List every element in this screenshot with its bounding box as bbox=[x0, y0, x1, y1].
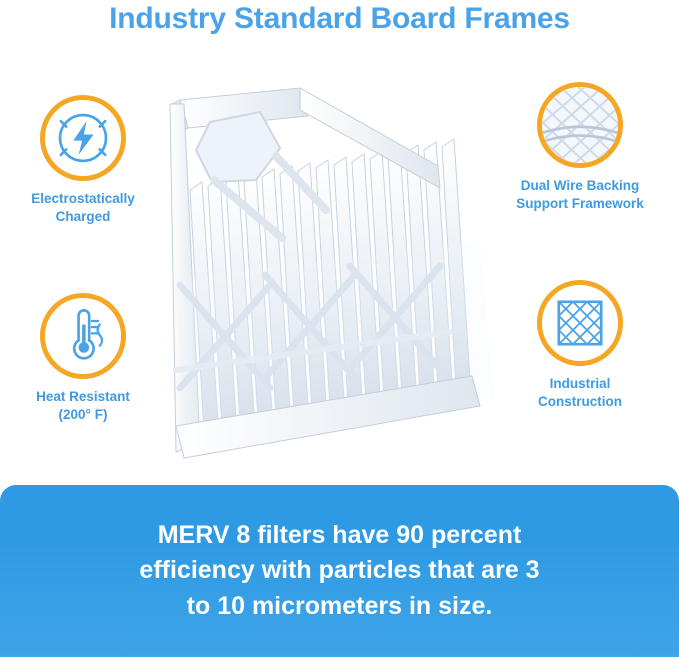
banner-line-1: MERV 8 filters have 90 percent bbox=[157, 520, 522, 549]
feature-label-line2: Support Framework bbox=[516, 195, 644, 211]
lightning-bolt-icon bbox=[45, 100, 121, 176]
feature-label-line1: Heat Resistant bbox=[36, 389, 130, 404]
feature-label-line2: Construction bbox=[538, 393, 622, 409]
banner-line-3: to 10 micrometers in size. bbox=[186, 591, 493, 620]
feature-label-line1: Electrostatically bbox=[31, 191, 135, 206]
feature-label-electrostatically-charged bbox=[3, 190, 163, 226]
feature-electrostatically-charged bbox=[3, 95, 163, 226]
feature-label-line1: Industrial bbox=[549, 376, 611, 391]
wire-mesh-icon bbox=[542, 87, 618, 163]
badge-industrial-construction bbox=[537, 280, 623, 366]
feature-heat-resistant bbox=[3, 293, 163, 424]
merv-info-banner bbox=[0, 485, 679, 657]
banner-text bbox=[101, 518, 577, 625]
feature-label-industrial-construction bbox=[500, 375, 660, 411]
badge-heat-resistant bbox=[40, 293, 126, 379]
thermometer-icon bbox=[45, 298, 121, 374]
banner-line-2: efficiency with particles that are 3 bbox=[139, 556, 540, 585]
feature-label-line2: (200° F) bbox=[58, 406, 108, 422]
page-title: Industry Standard Board Frames bbox=[109, 2, 570, 35]
grid-frame-icon bbox=[542, 285, 618, 361]
badge-electrostatically-charged bbox=[40, 95, 126, 181]
feature-dual-wire-backing bbox=[500, 82, 660, 213]
feature-label-heat-resistant bbox=[3, 388, 163, 424]
feature-label-line2: Charged bbox=[55, 208, 111, 224]
feature-industrial-construction bbox=[500, 280, 660, 411]
badge-dual-wire-backing bbox=[537, 82, 623, 168]
product-illustration bbox=[150, 70, 500, 480]
feature-label-dual-wire-backing bbox=[500, 177, 660, 213]
feature-label-line1: Dual Wire Backing bbox=[520, 178, 640, 193]
